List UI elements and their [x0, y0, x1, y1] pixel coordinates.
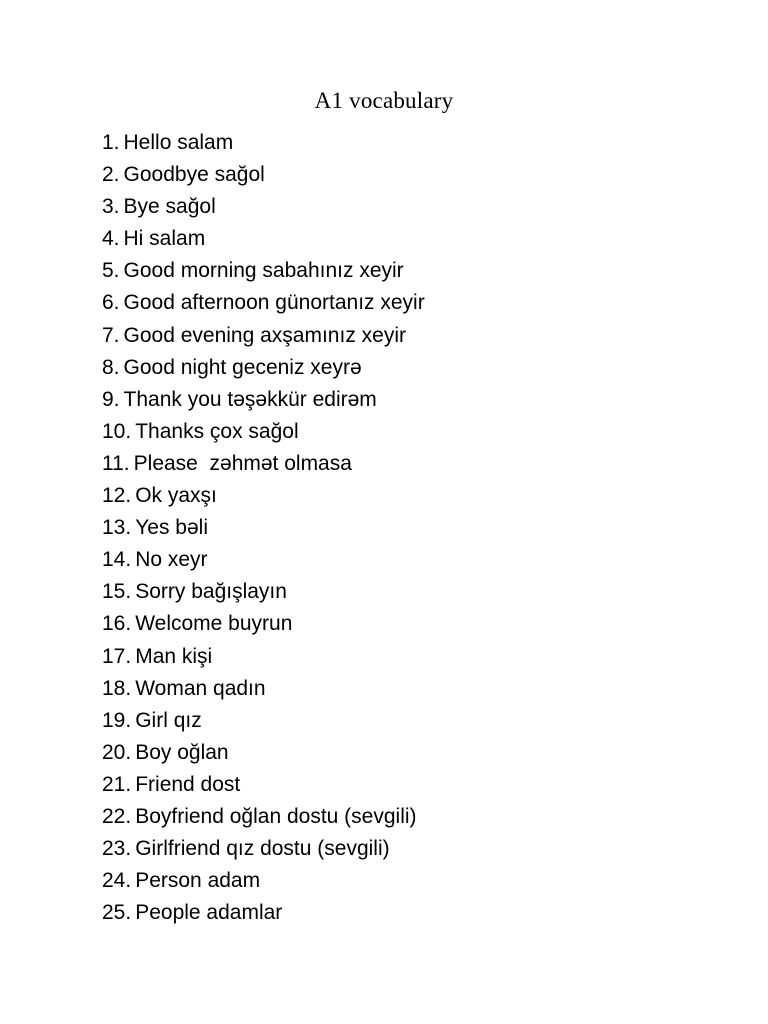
list-item-number: 15.: [102, 580, 132, 604]
list-item: [102, 416, 425, 448]
list-item: [102, 287, 425, 319]
list-item-number: 25.: [102, 901, 132, 925]
list-item: [102, 384, 425, 416]
list-item-number: 17.: [102, 644, 132, 668]
list-item-text: Bye sağol: [123, 195, 216, 219]
list-item: [102, 223, 425, 255]
list-item-number: 23.: [102, 837, 132, 861]
list-item-text: Person adam: [135, 869, 261, 893]
list-item-number: 2.: [102, 163, 120, 187]
list-item-text: Man kişi: [135, 644, 213, 668]
list-item-text: Good morning sabahınız xeyir: [123, 259, 404, 283]
list-item: [102, 255, 425, 287]
list-item-text: People adamlar: [135, 901, 283, 925]
list-item: [102, 159, 425, 191]
list-item-text: Good night geceniz xeyrə: [123, 355, 362, 379]
vocabulary-list: [102, 127, 425, 929]
list-item-text: Welcome buyrun: [135, 612, 293, 636]
list-item: [102, 608, 425, 640]
list-item-number: 21.: [102, 772, 132, 796]
list-item-text: Girlfriend qız dostu (sevgili): [135, 837, 390, 861]
list-item: [102, 352, 425, 384]
list-item: [102, 769, 425, 801]
list-item-text: Hello salam: [123, 131, 234, 154]
list-item: [102, 833, 425, 865]
list-item-number: 10.: [102, 419, 132, 443]
list-item: [102, 480, 425, 512]
page-title: A1 vocabulary: [314, 88, 454, 113]
list-item: [102, 705, 425, 737]
list-item-number: 4.: [102, 227, 120, 251]
list-item: [102, 448, 425, 480]
list-item-number: 9.: [102, 387, 120, 411]
list-item-text: Good afternoon günortanız xeyir: [123, 291, 425, 315]
list-item: [102, 673, 425, 705]
list-item-number: 19.: [102, 708, 132, 732]
list-item: [102, 865, 425, 897]
list-item-text: Sorry bağışlayın: [135, 580, 287, 604]
list-item: [102, 127, 425, 159]
list-item-text: Thank you təşəkkür edirəm: [123, 387, 377, 411]
list-item-text: Yes bəli: [135, 516, 208, 540]
list-item-number: 18.: [102, 676, 132, 700]
list-item-text: Boyfriend oğlan dostu (sevgili): [135, 804, 417, 828]
list-item-number: 22.: [102, 804, 132, 828]
list-item-number: 7.: [102, 323, 120, 347]
list-item-text: Good evening axşamınız xeyir: [123, 323, 406, 347]
list-item: [102, 191, 425, 223]
list-item-text: Please zəhmət olmasa: [133, 451, 352, 475]
list-item-number: 1.: [102, 131, 120, 154]
list-item-text: Goodbye sağol: [123, 163, 265, 187]
list-item-number: 13.: [102, 516, 132, 540]
list-item: [102, 576, 425, 608]
list-item: [102, 897, 425, 929]
list-item: [102, 737, 425, 769]
list-item-text: Friend dost: [135, 772, 241, 796]
list-item-number: 6.: [102, 291, 120, 315]
list-item-text: Thanks çox sağol: [135, 419, 299, 443]
list-item: [102, 544, 425, 576]
list-item: [102, 641, 425, 673]
list-item-text: Ok yaxşı: [135, 484, 217, 508]
list-item-text: No xeyr: [135, 548, 208, 572]
list-item-number: 16.: [102, 612, 132, 636]
list-item-text: Boy oğlan: [135, 740, 229, 764]
list-item-number: 20.: [102, 740, 132, 764]
list-item-number: 8.: [102, 355, 120, 379]
list-item-number: 3.: [102, 195, 120, 219]
list-item: [102, 320, 425, 352]
list-item-text: Woman qadın: [135, 676, 266, 700]
list-item-number: 14.: [102, 548, 132, 572]
list-item: [102, 801, 425, 833]
list-item-number: 11.: [102, 451, 130, 475]
list-item-number: 12.: [102, 484, 132, 508]
list-item-text: Hi salam: [123, 227, 206, 251]
list-item-text: Girl qız: [135, 708, 202, 732]
list-item: [102, 512, 425, 544]
list-item-number: 24.: [102, 869, 132, 893]
list-item-number: 5.: [102, 259, 120, 283]
